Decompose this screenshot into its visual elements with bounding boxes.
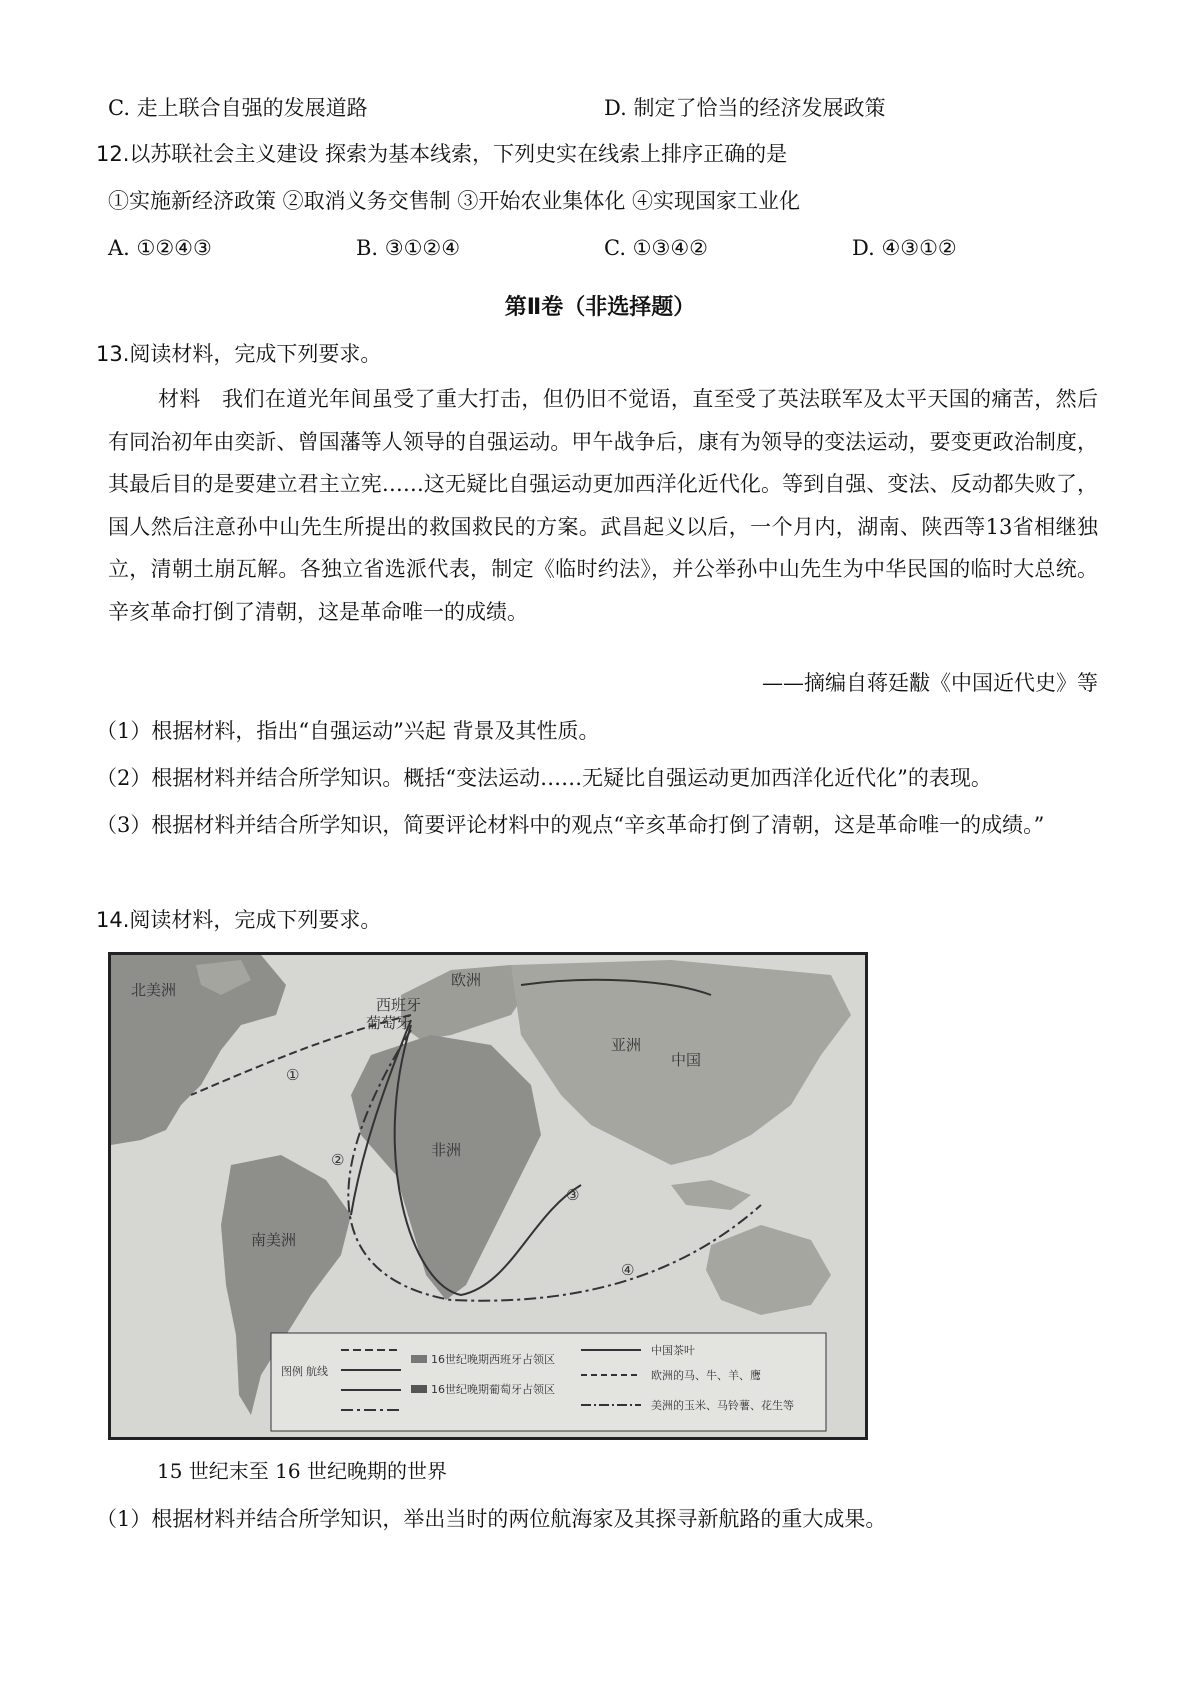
label-europe: 欧洲 bbox=[451, 971, 482, 989]
legend-spanish-swatch bbox=[411, 1355, 427, 1363]
q13-stem: 13.阅读材料，完成下列要求。 bbox=[96, 342, 382, 366]
label-portugal: 葡萄牙 bbox=[366, 1014, 412, 1032]
label-route-4: ④ bbox=[621, 1261, 635, 1279]
legend-china-tea: 中国茶叶 bbox=[651, 1344, 695, 1357]
label-route-2: ② bbox=[331, 1151, 345, 1169]
q13-question-2: （2）根据材料并结合所学知识。概括“变法运动……无疑比自强运动更加西洋化近代化”的表现。 bbox=[96, 766, 992, 790]
label-asia: 亚洲 bbox=[611, 1036, 642, 1054]
q13-question-3: （3）根据材料并结合所学知识，简要评论材料中的观点“辛亥革命打倒了清朝，这是革命唯一的成绩。” bbox=[96, 813, 1045, 837]
label-north-america: 北美洲 bbox=[131, 981, 177, 999]
section-title: 第Ⅱ卷（非选择题） bbox=[504, 295, 696, 320]
label-spain: 西班牙 bbox=[376, 996, 422, 1014]
q12-option-b: B. ③①②④ bbox=[356, 236, 461, 260]
label-china: 中国 bbox=[671, 1051, 702, 1069]
q12-option-c: C. ①③④② bbox=[604, 236, 708, 260]
q11-option-c: C. 走上联合自强的发展道路 bbox=[108, 96, 368, 120]
map-caption: 15 世纪末至 16 世纪晚期的世界 bbox=[157, 1459, 447, 1483]
q14-stem: 14.阅读材料，完成下列要求。 bbox=[96, 908, 382, 932]
legend-europe-goods: 欧洲的马、牛、羊、鹰 bbox=[651, 1369, 761, 1382]
q13-material: 材料 我们在道光年间虽受了重大打击，但仍旧不觉语，直至受了英法联军及太平天国的痛苦，然后有同治初年由奕訢、曾国藩等人领导的自强运动。甲午战争后，康有为领导的变法运动，要变更政治制度，其最后目的是要建立君主立宪……这无疑比自强运动更加西洋化近代化。等到自强、变法、反动都失败了，国人然后注意孙中山先生所提出的救国救民的方案。武昌起义以后，一个月内，湖南、陕西等13省相继独立，清朝土崩瓦解。各独立省选派代表，制定《临时约法》，并公举孙中山先生为中华民国的临时大总统。辛亥革命打倒了清朝，这是革命唯一的成绩。 bbox=[108, 387, 1098, 624]
q11-option-d: D. 制定了恰当的经济发展政策 bbox=[604, 96, 886, 120]
legend-spanish-area: 16世纪晚期西班牙占领区 bbox=[431, 1353, 555, 1366]
q12-option-a: A. ①②④③ bbox=[108, 236, 212, 260]
q13-question-1: （1）根据材料，指出“自强运动”兴起 背景及其性质。 bbox=[96, 719, 600, 743]
q14-question-1: （1）根据材料并结合所学知识，举出当时的两位航海家及其探寻新航路的重大成果。 bbox=[96, 1507, 887, 1531]
legend-america-goods: 美洲的玉米、马铃薯、花生等 bbox=[651, 1399, 794, 1412]
world-map bbox=[111, 955, 865, 1437]
legend-title: 图例 bbox=[281, 1365, 303, 1378]
legend-routes-label: 航线 bbox=[306, 1365, 328, 1378]
label-africa: 非洲 bbox=[431, 1141, 462, 1159]
label-route-1: ① bbox=[286, 1066, 300, 1084]
legend-portuguese-area: 16世纪晚期葡萄牙占领区 bbox=[431, 1383, 555, 1396]
label-route-3: ③ bbox=[566, 1186, 580, 1204]
legend-portuguese-swatch bbox=[411, 1385, 427, 1393]
q12-stem: 12.以苏联社会主义建设 探索为基本线索，下列史实在线索上排序正确的是 bbox=[96, 142, 788, 166]
map-legend-box bbox=[271, 1333, 826, 1431]
q12-option-d: D. ④③①② bbox=[852, 236, 957, 260]
label-south-america: 南美洲 bbox=[251, 1231, 297, 1249]
q13-source: ——摘编自蒋廷黻《中国近代史》等 bbox=[762, 671, 1098, 695]
world-map-figure bbox=[108, 952, 868, 1440]
q12-items: ①实施新经济政策 ②取消义务交售制 ③开始农业集体化 ④实现国家工业化 bbox=[108, 189, 801, 213]
